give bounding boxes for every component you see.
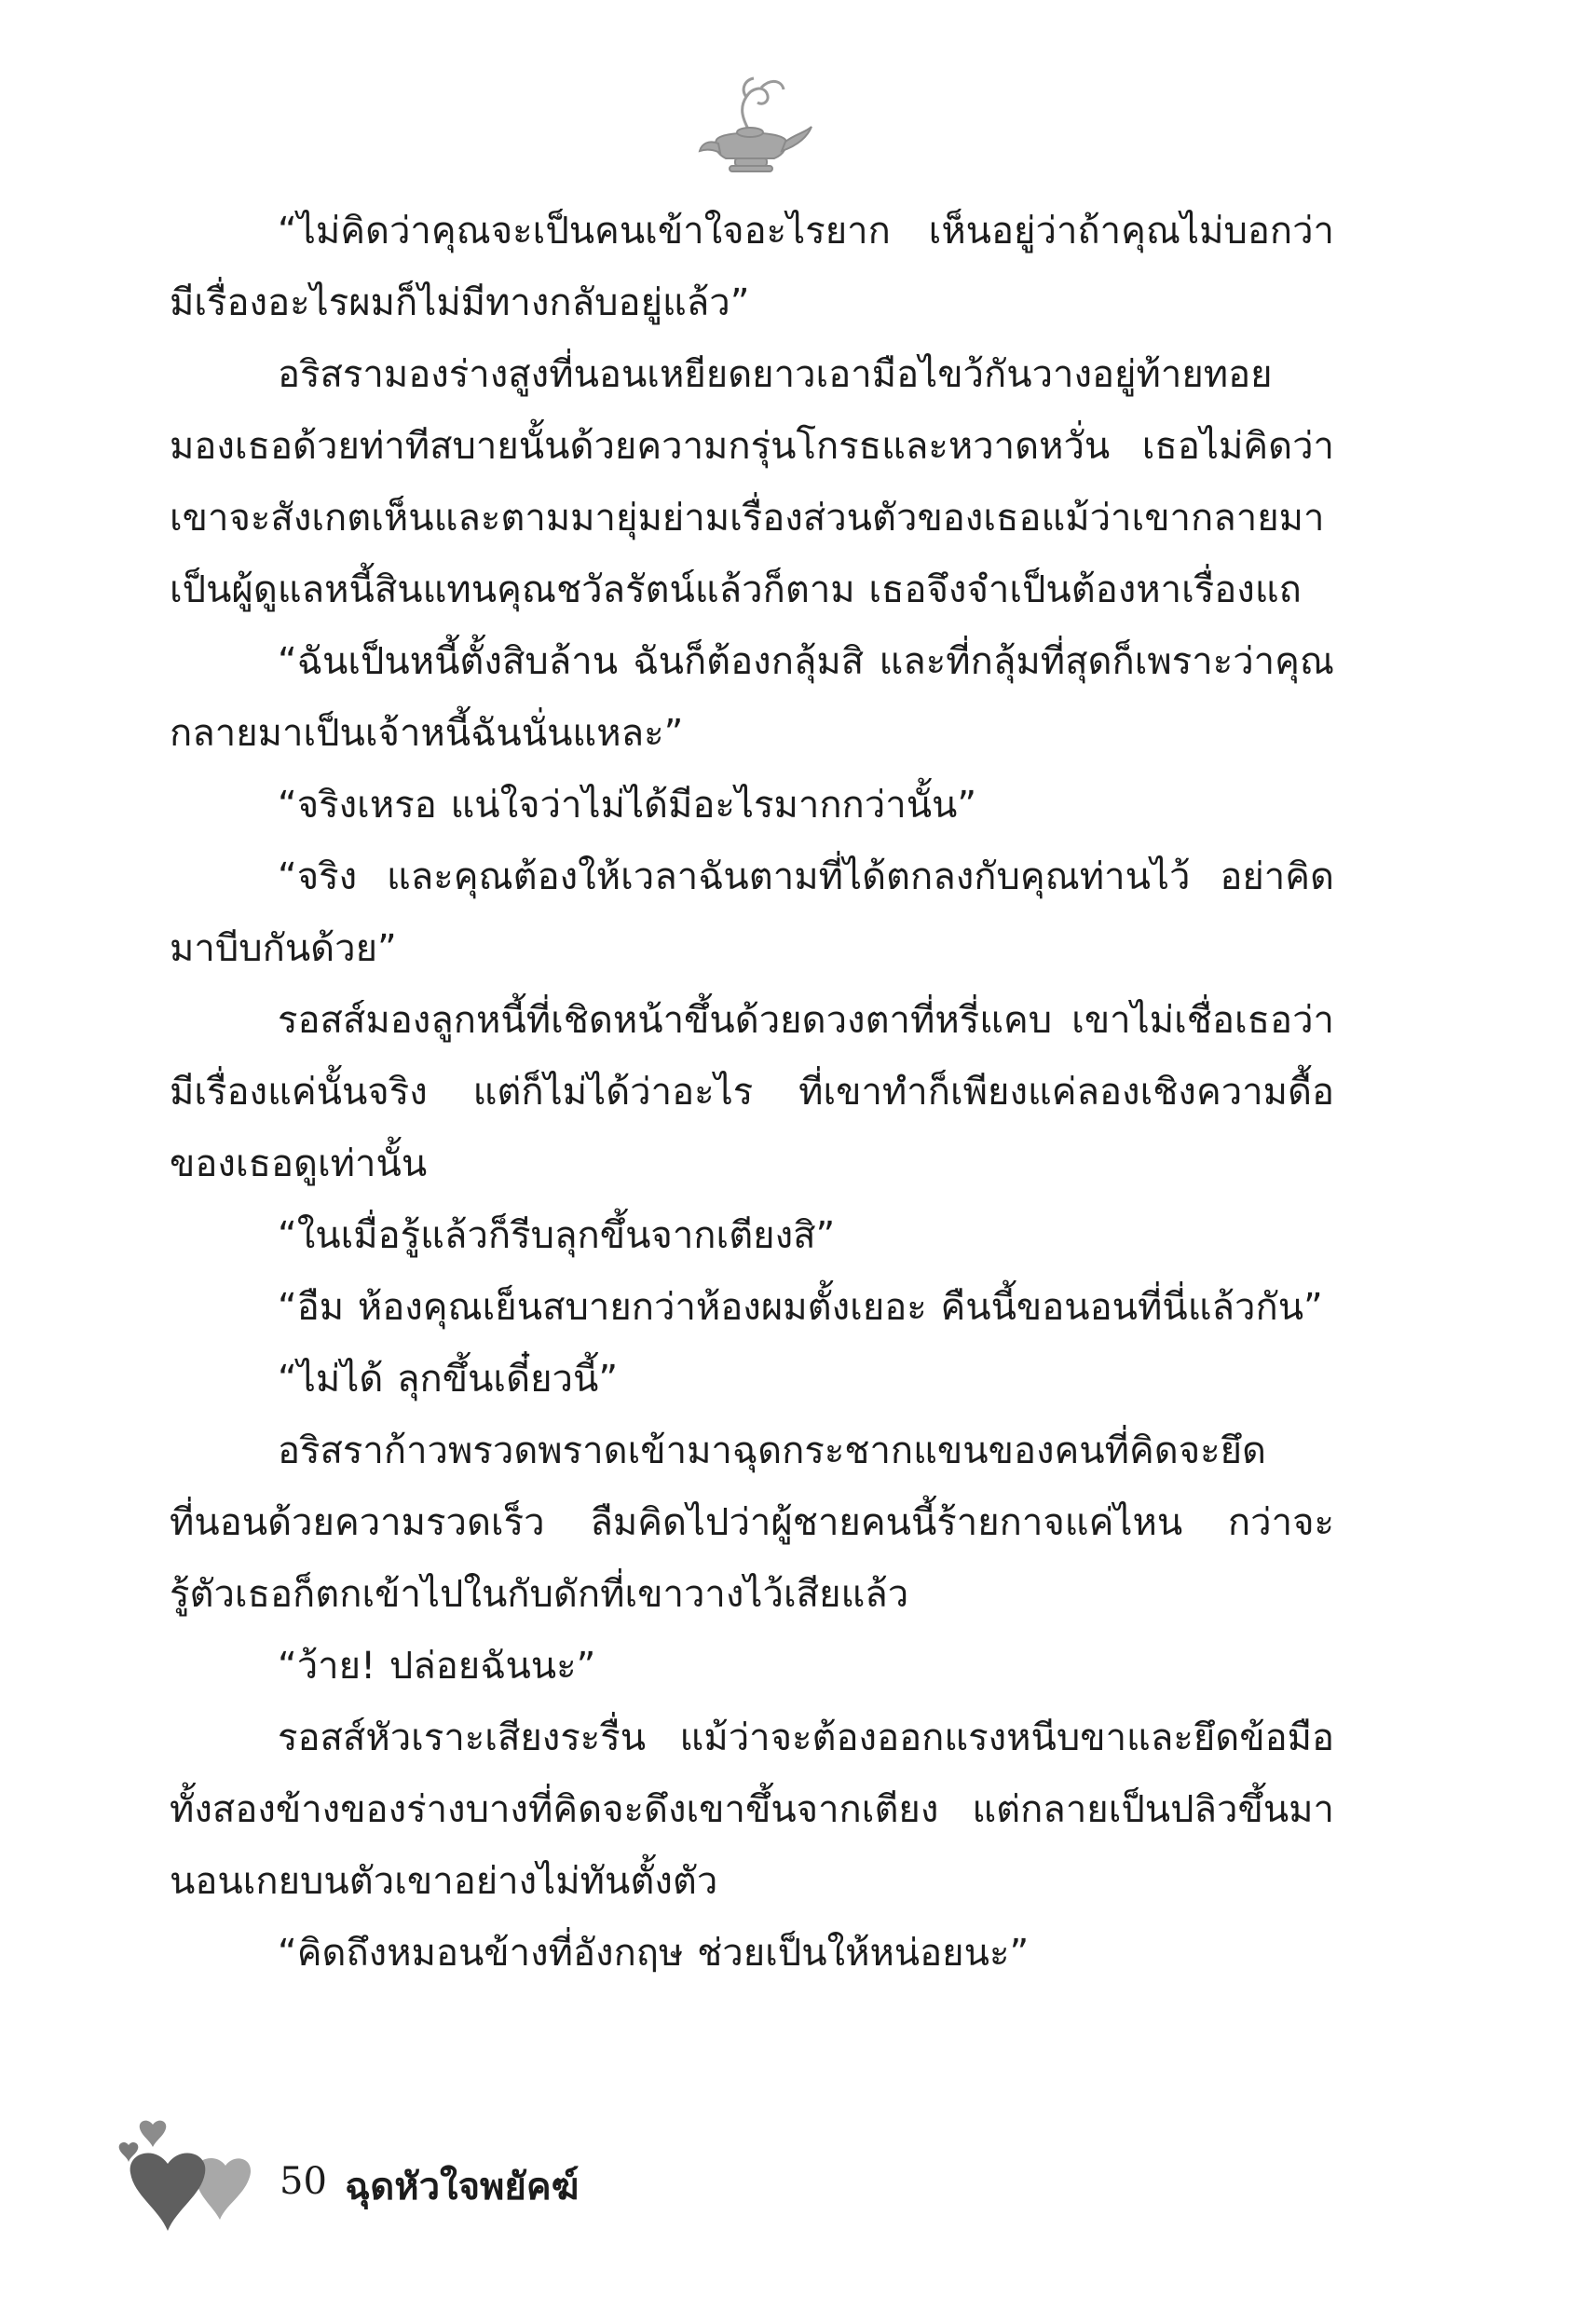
paragraph: “ฉันเป็นหนี้ตั้งสิบล้าน ฉันก็ต้องกลุ้มสิ และที่กลุ้มที่สุดก็เพราะว่าคุณกลายมาเป็นเจ้าหนี้ฉันนั่นแหละ” bbox=[170, 640, 1334, 755]
paragraph: “อืม ห้องคุณเย็นสบายกว่าห้องผมตั้งเยอะ คืนนี้ขอนอนที่นี่แล้วกัน” bbox=[278, 1286, 1323, 1329]
paragraph: “ไม่ได้ ลุกขึ้นเดี๋ยวนี้” bbox=[278, 1358, 619, 1401]
paragraph: “ในเมื่อรู้แล้วก็รีบลุกขึ้นจากเตียงสิ” bbox=[278, 1214, 836, 1257]
paragraph: รอสส์มองลูกหนี้ที่เชิดหน้าขึ้นด้วยดวงตาที่หรี่แคบ เขาไม่เชื่อเธอว่ามีเรื่องแค่นั้นจริง แต่ก็ไม่ได้ว่าอะไร ที่เขาทำก็เพียงแค่ลองเชิงความดื้อของเธอดูเท่านั้น bbox=[170, 999, 1334, 1185]
magic-lamp-icon bbox=[685, 75, 815, 177]
paragraph: “ไม่คิดว่าคุณจะเป็นคนเข้าใจอะไรยาก เห็นอยู่ว่าถ้าคุณไม่บอกว่ามีเรื่องอะไรผมก็ไม่มีทางกลับอยู่แล้ว” bbox=[170, 210, 1334, 324]
paragraph: “ว้าย! ปล่อยฉันนะ” bbox=[278, 1645, 596, 1688]
page-footer bbox=[112, 2115, 764, 2236]
hearts-icon bbox=[112, 2115, 252, 2236]
paragraph: อริสรามองร่างสูงที่นอนเหยียดยาวเอามือไขว้กันวางอยู่ท้ายทอยมองเธอด้วยท่าทีสบายนั้นด้วยความกรุ่นโกรธและหวาดหวั่น เธอไม่คิดว่าเขาจะสังเกตเห็นและตามมายุ่มย่ามเรื่องส่วนตัวของเธอแม้ว่าเขากลายมาเป็นผู้ดูแลหนี้สินแทนคุณชวัลรัตน์แล้วก็ตาม เธอจึงจำเป็นต้องหาเรื่องแถ bbox=[170, 353, 1334, 611]
paragraph: “จริงเหรอ แน่ใจว่าไม่ได้มีอะไรมากกว่านั้น” bbox=[278, 784, 977, 827]
body-text bbox=[170, 196, 1334, 1990]
paragraph: “คิดถึงหมอนข้างที่อังกฤษ ช่วยเป็นให้หน่อยนะ” bbox=[278, 1932, 1030, 1975]
book-title: ฉุดหัวใจพยัคฆ์ bbox=[345, 2166, 580, 2208]
paragraph: “จริง และคุณต้องให้เวลาฉันตามที่ได้ตกลงกับคุณท่านไว้ อย่าคิดมาบีบกันด้วย” bbox=[170, 855, 1334, 970]
page-number: 50 bbox=[280, 2160, 327, 2203]
paragraph: รอสส์หัวเราะเสียงระรื่น แม้ว่าจะต้องออกแรงหนีบขาและยึดข้อมือทั้งสองข้างของร่างบางที่คิดจะดึงเขาขึ้นจากเตียง แต่กลายเป็นปลิวขึ้นมานอนเกยบนตัวเขาอย่างไม่ทันตั้งตัว bbox=[170, 1716, 1334, 1903]
paragraph: อริสราก้าวพรวดพราดเข้ามาฉุดกระชากแขนของคนที่คิดจะยึดที่นอนด้วยความรวดเร็ว ลืมคิดไปว่าผู้ชายคนนี้ร้ายกาจแค่ไหน กว่าจะรู้ตัวเธอก็ตกเข้าไปในกับดักที่เขาวางไว้เสียแล้ว bbox=[170, 1429, 1334, 1616]
